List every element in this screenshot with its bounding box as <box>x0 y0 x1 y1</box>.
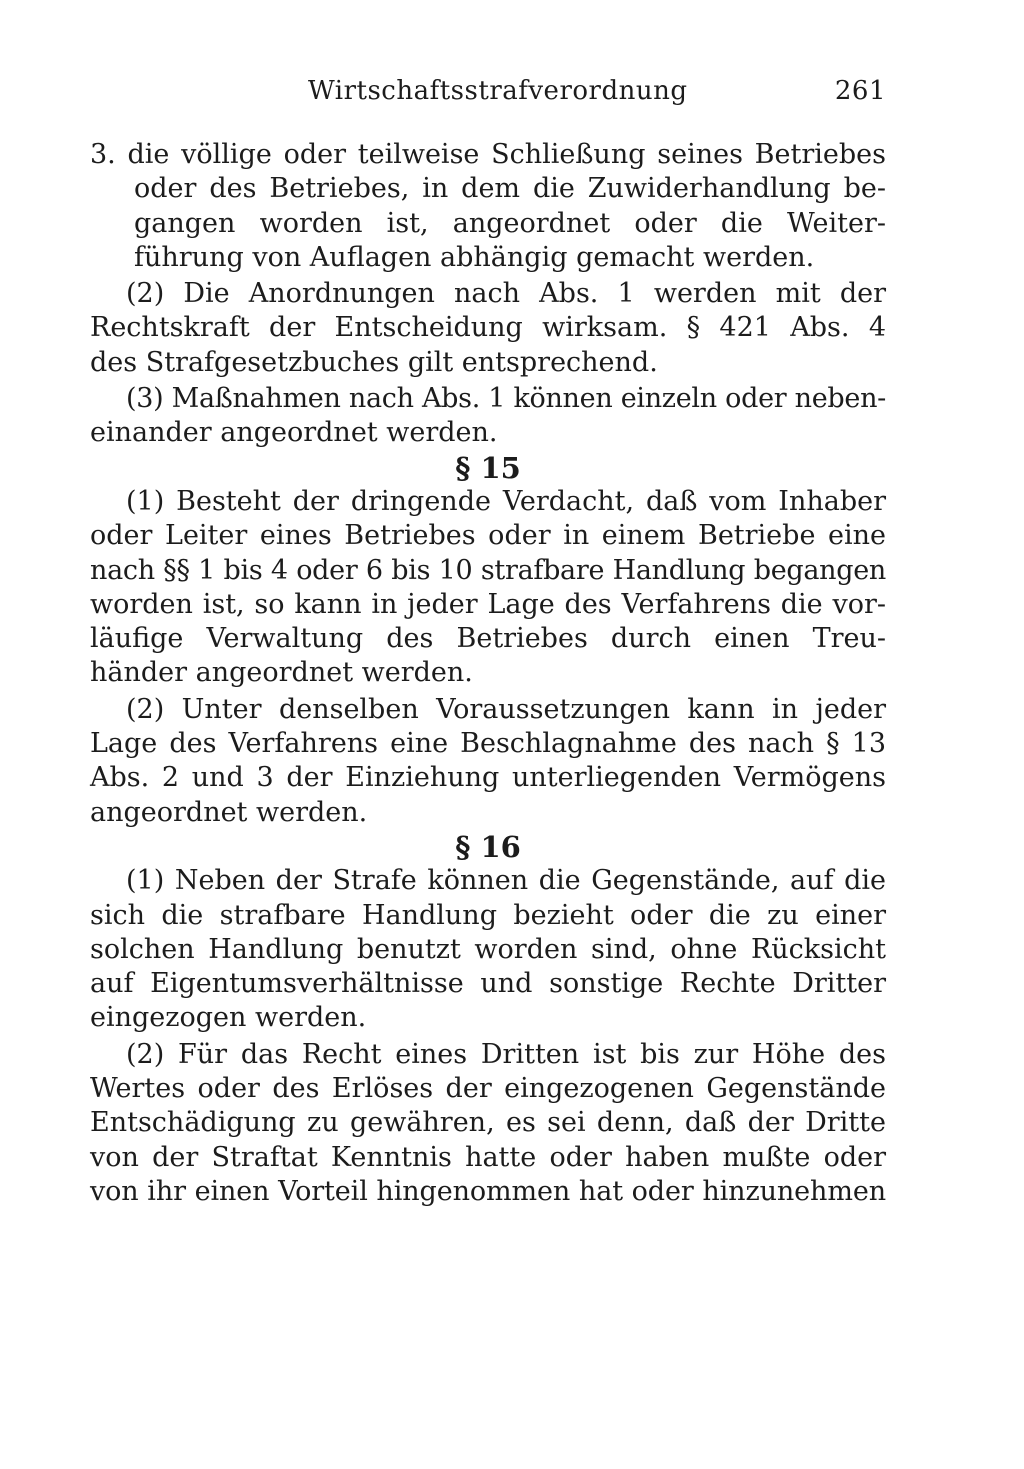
page-number: 261 <box>834 76 886 106</box>
text-line: auf Eigentumsverhältnisse und sonstige Rechte Dritter <box>90 968 886 1000</box>
running-title: Wirtschaftsstrafverordnung <box>308 76 688 106</box>
paragraph <box>90 382 886 451</box>
text-line: nach §§ 1 bis 4 oder 6 bis 10 strafbare Handlung begangen <box>90 554 886 586</box>
text-line: eingezogen werden. <box>90 1002 367 1034</box>
text-line: Entschädigung zu gewähren, es sei denn, daß der Dritte <box>90 1107 886 1139</box>
text-line: oder des Betriebes, in dem die Zuwiderhandlung be- <box>134 173 886 205</box>
paragraph <box>90 693 886 830</box>
text-line: sich die strafbare Handlung bezieht oder die zu einer <box>90 899 886 931</box>
text-line: Abs. 2 und 3 der Einziehung unterliegenden Vermögens <box>90 762 886 794</box>
text-line: solchen Handlung benutzt worden sind, ohne Rücksicht <box>90 933 886 965</box>
text-line: von ihr einen Vorteil hingenommen hat oder hinzunehmen <box>90 1175 886 1207</box>
text-line: Wertes oder des Erlöses der eingezogenen Gegenstände <box>90 1073 886 1105</box>
text-line: 3. die völlige oder teilweise Schließung seines Betriebes <box>90 139 886 170</box>
text-line: (3) Maßnahmen nach Abs. 1 können einzeln oder neben- <box>126 383 886 415</box>
paragraph <box>90 277 886 380</box>
section-heading: § 16 <box>455 829 521 864</box>
paragraph <box>90 1038 886 1209</box>
paragraph <box>90 864 886 1035</box>
text-line: gangen worden ist, angeordnet oder die Weiter- <box>134 207 886 239</box>
text-line: (2) Die Anordnungen nach Abs. 1 werden mit der <box>126 278 886 310</box>
text-line: händer angeordnet werden. <box>90 657 473 689</box>
text-line: des Strafgesetzbuches gilt entsprechend. <box>90 346 658 378</box>
text-line: läufige Verwaltung des Betriebes durch einen Treu- <box>90 623 886 655</box>
text-line: angeordnet werden. <box>90 796 368 828</box>
text-line: (1) Besteht der dringende Verdacht, daß vom Inhaber <box>126 485 886 517</box>
text-line: (2) Für das Recht eines Dritten ist bis zur Höhe des <box>126 1038 886 1070</box>
running-header <box>90 70 886 110</box>
text-line: Rechtskraft der Entscheidung wirksam. § 421 Abs. 4 <box>90 312 886 344</box>
text-line: von der Straftat Kenntnis hatte oder haben mußte oder <box>90 1141 886 1173</box>
text-line: führung von Auflagen abhängig gemacht werden. <box>134 241 815 273</box>
text-line: worden ist, so kann in jeder Lage des Verfahrens die vor- <box>90 588 886 620</box>
text-line: einander angeordnet werden. <box>90 417 498 449</box>
text-line: Lage des Verfahrens eine Beschlagnahme des nach § 13 <box>90 728 886 760</box>
section-heading: § 15 <box>455 450 521 485</box>
paragraph <box>90 485 886 691</box>
text-line: oder Leiter eines Betriebes oder in einem Betriebe eine <box>90 520 886 552</box>
text-line: (2) Unter denselben Voraussetzungen kann in jeder <box>126 693 886 725</box>
text-line: (1) Neben der Strafe können die Gegenstände, auf die <box>126 865 886 897</box>
list-item <box>90 138 886 275</box>
body-text <box>90 138 886 1209</box>
